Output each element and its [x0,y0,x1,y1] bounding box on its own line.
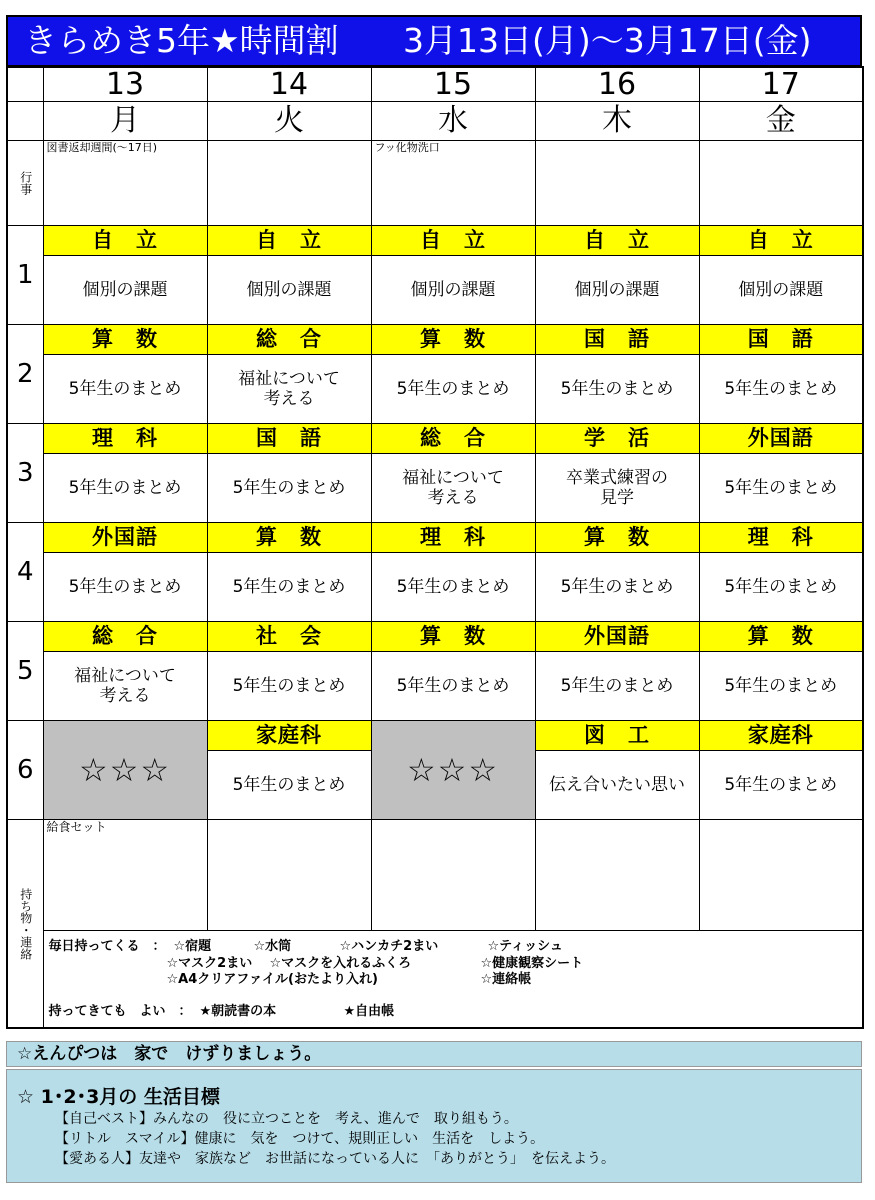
events-label: 行事 [18,171,33,195]
lesson-content-cell: 個別の課題 [43,256,207,325]
subject-cell: 外国語 [535,622,699,652]
subject-cell: 総 合 [207,325,371,355]
corner-cell [7,102,43,141]
date-range: 3月13日(月)～3月17日(金) [403,21,812,60]
subject-cell: 理 科 [699,523,863,553]
subject-cell: 算 数 [371,622,535,652]
periods [7,226,863,820]
belongings-cell [207,820,371,931]
lesson-content-cell: 5年生のまとめ [535,355,699,424]
note-item: ☆連絡帳 [480,972,532,987]
day-number: 13 [43,67,207,102]
lesson-content-cell: 5年生のまとめ [207,751,371,820]
day-number: 15 [371,67,535,102]
note-item: ☆マスクを入れるふくろ [269,956,412,971]
subject-cell: 家庭科 [207,721,371,751]
weekday: 木 [535,102,699,141]
lesson-content-cell: 卒業式練習の 見学 [535,454,699,523]
lesson-content-cell: 伝え合いたい思い [535,751,699,820]
day-number: 14 [207,67,371,102]
goals-title: ☆ 1･2･3月の 生活目標 [17,1086,220,1108]
subject-cell: 自 立 [535,226,699,256]
event-cell [535,141,699,226]
lesson-content-cell: 5年生のまとめ [371,652,535,721]
lesson-content-cell: 5年生のまとめ [371,553,535,622]
belongings-label: 持ち物・連絡 [18,887,33,960]
life-goals-box [6,1069,862,1183]
optional-label: 持ってきても よい ： [48,1004,192,1019]
subject-cell: 自 立 [207,226,371,256]
lesson-content-cell: 個別の課題 [699,256,863,325]
header-banner [6,15,862,67]
goal-line: 【リトル スマイル】健康に 気を つけて、規則正しい 生活を しよう。 [55,1131,545,1147]
subject-cell: 自 立 [43,226,207,256]
note-item: ☆A4クリアファイル(おたより入れ) [166,972,378,987]
belongings-cell [371,820,535,931]
belongings-cell: 給食セット [43,820,207,931]
optional-item: ★自由帳 [343,1004,395,1019]
lesson-content-cell: 5年生のまとめ [43,553,207,622]
subject-cell: 自 立 [699,226,863,256]
period-number: 2 [7,325,43,424]
subject-cell: 算 数 [371,325,535,355]
note-item: ☆健康観察シート [480,956,584,971]
subject-cell: 自 立 [371,226,535,256]
lesson-content-cell: 福祉について 考える [43,652,207,721]
event-cell: フッ化物洗口 [371,141,535,226]
lesson-content-cell: 5年生のまとめ [699,652,863,721]
event-cell [207,141,371,226]
period-number: 4 [7,523,43,622]
belongings-cell [535,820,699,931]
weekday: 火 [207,102,371,141]
note-item: ☆マスク2まい [166,956,253,971]
weekday: 月 [43,102,207,141]
goal-line: 【自己ベスト】みんなの 役に立つことを 考え、進んで 取り組もう。 [55,1111,518,1127]
subject-cell: 外国語 [699,424,863,454]
lesson-content-cell: 5年生のまとめ [699,553,863,622]
subject-cell: 家庭科 [699,721,863,751]
subject-cell: 国 語 [207,424,371,454]
weekday: 水 [371,102,535,141]
subject-cell: 算 数 [207,523,371,553]
lesson-content-cell: 福祉について 考える [371,454,535,523]
note-item: ☆水筒 [253,939,292,954]
event-cell [699,141,863,226]
timetable [6,66,864,1029]
lesson-content-cell: 福祉について 考える [207,355,371,424]
free-period-cell: ☆☆☆ [43,721,207,820]
subject-cell: 国 語 [699,325,863,355]
free-period-cell: ☆☆☆ [371,721,535,820]
subject-cell: 算 数 [43,325,207,355]
lesson-content-cell: 5年生のまとめ [207,454,371,523]
event-cell: 図書返却週間(～17日) [43,141,207,226]
events-label-cell [7,141,43,226]
lesson-content-cell: 5年生のまとめ [535,652,699,721]
period-number: 1 [7,226,43,325]
page-title: きらめき5年★時間割 [24,21,339,60]
lesson-content-cell: 5年生のまとめ [699,751,863,820]
everyday-label: 毎日持ってくる ： [48,939,166,954]
lesson-content-cell: 5年生のまとめ [43,454,207,523]
goal-line: 【愛ある人】友達や 家族など お世話になっている人に 「ありがとう」 を伝えよう。 [55,1151,615,1167]
subject-cell: 社 会 [207,622,371,652]
period-number: 3 [7,424,43,523]
lesson-content-cell: 個別の課題 [207,256,371,325]
belongings-label-cell [7,820,43,1029]
subject-cell: 図 工 [535,721,699,751]
notes-cell [43,931,863,1029]
subject-cell: 外国語 [43,523,207,553]
lesson-content-cell: 5年生のまとめ [699,355,863,424]
subject-cell: 理 科 [371,523,535,553]
subject-cell: 学 活 [535,424,699,454]
corner-cell [7,67,43,102]
note-item: ☆ハンカチ2まい [339,939,439,954]
period-number: 6 [7,721,43,820]
day-number: 16 [535,67,699,102]
lesson-content-cell: 個別の課題 [535,256,699,325]
pencil-reminder: ☆えんぴつは 家で けずりましょう。 [6,1041,862,1067]
lesson-content-cell: 5年生のまとめ [207,652,371,721]
subject-cell: 国 語 [535,325,699,355]
subject-cell: 算 数 [699,622,863,652]
note-item: ☆宿題 [173,939,212,954]
lesson-content-cell: 5年生のまとめ [207,553,371,622]
lesson-content-cell: 5年生のまとめ [371,355,535,424]
lesson-content-cell: 個別の課題 [371,256,535,325]
belongings-cell [699,820,863,931]
optional-item: ★朝読書の本 [199,1004,277,1019]
subject-cell: 総 合 [371,424,535,454]
subject-cell: 理 科 [43,424,207,454]
day-number: 17 [699,67,863,102]
lesson-content-cell: 5年生のまとめ [535,553,699,622]
lesson-content-cell: 5年生のまとめ [699,454,863,523]
lesson-content-cell: 5年生のまとめ [43,355,207,424]
subject-cell: 算 数 [535,523,699,553]
weekday: 金 [699,102,863,141]
period-number: 5 [7,622,43,721]
note-item: ☆ティッシュ [487,939,563,954]
subject-cell: 総 合 [43,622,207,652]
